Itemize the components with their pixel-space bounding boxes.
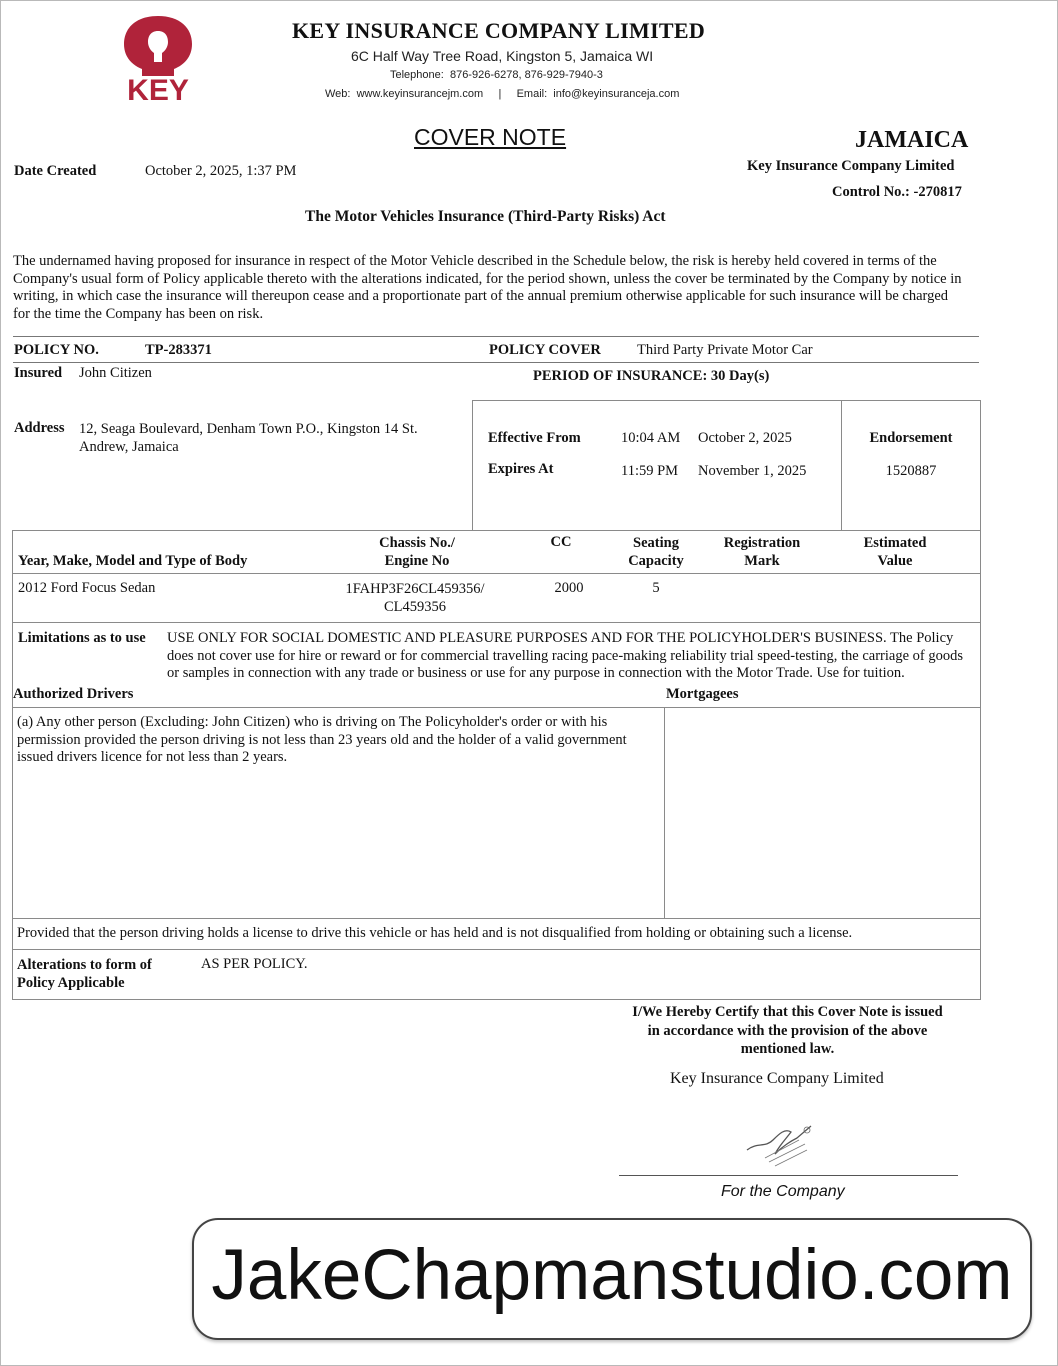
act-title: The Motor Vehicles Insurance (Third-Party Risks) Act <box>305 208 666 225</box>
web-link[interactable]: www.keyinsurancejm.com <box>356 88 484 100</box>
policy-no-value: TP-283371 <box>145 342 212 358</box>
effective-time: 10:04 AM <box>621 430 681 446</box>
certification-text: I/We Hereby Certify that this Cover Note is issued in accordance with the provision of the above mentioned law. <box>632 1004 943 1057</box>
company-name: KEY INSURANCE COMPANY LIMITED <box>292 18 706 43</box>
drivers-mortgagees-divider <box>664 707 665 919</box>
web-label: Web: <box>325 88 351 100</box>
seating-header-line1: Seating <box>633 535 679 551</box>
alterations-label: Alterations to form of Policy Applicable <box>17 957 152 991</box>
period-of-insurance: PERIOD OF INSURANCE: 30 Day(s) <box>533 368 770 384</box>
endorsement-label: Endorsement <box>869 430 953 446</box>
registration-header-line1: Registration <box>723 535 801 551</box>
divider <box>13 336 979 337</box>
document-title: COVER NOTE <box>414 124 567 150</box>
expires-time: 11:59 PM <box>621 463 679 479</box>
vehicle-body-value: 2012 Ford Focus Sedan <box>18 580 156 596</box>
registration-header-line2: Mark <box>744 553 780 569</box>
registration-header <box>712 534 812 570</box>
alterations-value: AS PER POLICY. <box>201 956 308 972</box>
authorized-drivers-label: Authorized Drivers <box>13 686 134 702</box>
chassis-header-line2: Engine No <box>384 553 450 569</box>
drivers-divider <box>12 918 981 919</box>
seating-header <box>618 534 694 570</box>
divider <box>13 362 979 363</box>
email-link[interactable]: info@keyinsuranceja.com <box>553 88 680 100</box>
country-heading: JAMAICA <box>855 127 969 153</box>
expires-at-label: Expires At <box>488 461 554 477</box>
address-value: 12, Seaga Boulevard, Denham Town P.O., Kingston 14 St. Andrew, Jamaica <box>79 421 418 455</box>
control-number: Control No.: -270817 <box>832 184 962 200</box>
limitations-right-border <box>980 623 981 707</box>
policy-cover-value: Third Party Private Motor Car <box>637 342 813 358</box>
telephone-value: 876-926-6278, 876-929-7940-3 <box>449 69 603 81</box>
watermark-text: JakeChapmanstudio.com <box>211 1236 1013 1315</box>
chassis-value <box>330 580 500 616</box>
engine-number: CL459356 <box>383 599 447 615</box>
company-address: 6C Half Way Tree Road, Kingston 5, Jamaica WI <box>351 48 654 64</box>
for-the-company: For the Company <box>721 1183 845 1200</box>
date-created-label: Date Created <box>14 163 97 179</box>
vehicle-header-divider <box>12 573 981 574</box>
value-header-line2: Value <box>877 553 913 569</box>
mortgagees-label: Mortgagees <box>666 686 739 702</box>
expires-date: November 1, 2025 <box>698 463 807 479</box>
preamble-text: The undernamed having proposed for insurance in respect of the Motor Vehicle described in the Schedule below, the risk is hereby held covered in terms of the Company's usual form of Policy applicable thereto with the alterations indicated, for the period shown, unless the cover be terminated by the Company by notice in writing, in which case the insurance will thereupon cease and a proportionate part of the annual premium otherwise applicable for such insurance will be charged for the time the Company has been on risk. <box>13 253 962 322</box>
chassis-number: 1FAHP3F26CL459356/ <box>345 581 485 597</box>
value-header-line1: Estimated <box>863 535 927 551</box>
company-telephone <box>390 69 603 81</box>
chassis-header-line1: Chassis No./ <box>379 535 455 551</box>
policy-cover-label: POLICY COVER <box>489 342 601 358</box>
seating-header-line2: Capacity <box>628 553 684 569</box>
insured-value: John Citizen <box>79 365 152 381</box>
signature-line <box>619 1175 958 1176</box>
seating-value: 5 <box>652 580 660 596</box>
effective-date: October 2, 2025 <box>698 430 792 446</box>
limitations-label: Limitations as to use <box>18 630 146 646</box>
license-proviso: Provided that the person driving holds a license to drive this vehicle or has held and is not disqualified from holding or obtaining such a license. <box>17 925 853 941</box>
logo-text: KEY <box>127 74 189 102</box>
certification-company: Key Insurance Company Limited <box>670 1070 884 1087</box>
insured-label: Insured <box>14 365 63 381</box>
effective-from-label: Effective From <box>488 430 581 446</box>
value-header <box>850 534 940 570</box>
date-created-value: October 2, 2025, 1:37 PM <box>145 163 297 179</box>
cc-value: 2000 <box>554 580 584 596</box>
issuer-name: Key Insurance Company Limited <box>747 158 955 174</box>
policy-no-label: POLICY NO. <box>14 342 99 358</box>
cc-header: CC <box>550 534 572 550</box>
authorized-drivers-text: (a) Any other person (Excluding: John Citizen) who is driving on The Policyholder's order or with his permission provided the person driving is not less than 23 years old and the holder of a valid government issued drivers licence for not less than 2 years. <box>17 714 627 765</box>
limitations-text: USE ONLY FOR SOCIAL DOMESTIC AND PLEASURE PURPOSES AND FOR THE POLICYHOLDER'S BUSINESS. The Policy does not cover use for hire or reward or for commercial travelling racing pace-making reliability trial speed-testing, the carriage of goods or samples in connection with any trade or business or use for any purpose in connection with the Motor Trade. Use for tuition. <box>167 630 963 681</box>
contact-separator: | <box>498 88 502 100</box>
company-contacts <box>325 88 679 100</box>
address-label: Address <box>14 420 65 436</box>
endorsement-value: 1520887 <box>885 463 937 479</box>
chassis-header <box>355 534 479 570</box>
vehicle-body-header: Year, Make, Model and Type of Body <box>18 553 248 569</box>
telephone-label: Telephone: <box>390 69 444 81</box>
email-label: Email: <box>516 88 548 100</box>
signature-image <box>735 1118 825 1174</box>
key-logo <box>112 14 204 102</box>
